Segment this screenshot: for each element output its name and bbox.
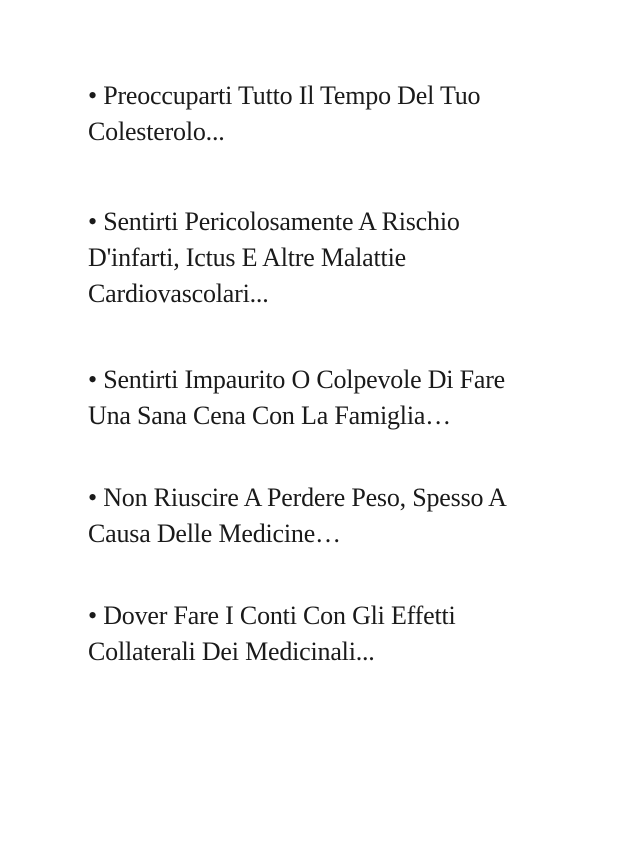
bullet-text-line: Colesterolo... bbox=[88, 117, 225, 146]
bullet-text-line: • Preoccuparti Tutto Il Tempo Del Tuo bbox=[88, 81, 481, 110]
bullet-text-line: • Sentirti Impaurito O Colpevole Di Fare bbox=[88, 365, 506, 394]
bullet-item-side-effects bbox=[88, 598, 608, 670]
bullet-item-risk bbox=[88, 204, 608, 312]
bullet-text-line: Cardiovascolari... bbox=[88, 279, 269, 308]
bullet-text-line: Collaterali Dei Medicinali... bbox=[88, 637, 375, 666]
bullet-text-line: • Sentirti Pericolosamente A Rischio bbox=[88, 207, 460, 236]
bullet-text-line: D'infarti, Ictus E Altre Malattie bbox=[88, 243, 406, 272]
bullet-list bbox=[88, 78, 608, 670]
bullet-item-fear bbox=[88, 362, 608, 434]
bullet-item-weight bbox=[88, 480, 608, 552]
bullet-text-line: • Non Riuscire A Perdere Peso, Spesso A bbox=[88, 483, 507, 512]
bullet-text-line: Una Sana Cena Con La Famiglia… bbox=[88, 401, 451, 430]
bullet-item-cholesterol bbox=[88, 78, 608, 150]
bullet-text-line: Causa Delle Medicine… bbox=[88, 519, 341, 548]
bullet-text-line: • Dover Fare I Conti Con Gli Effetti bbox=[88, 601, 456, 630]
